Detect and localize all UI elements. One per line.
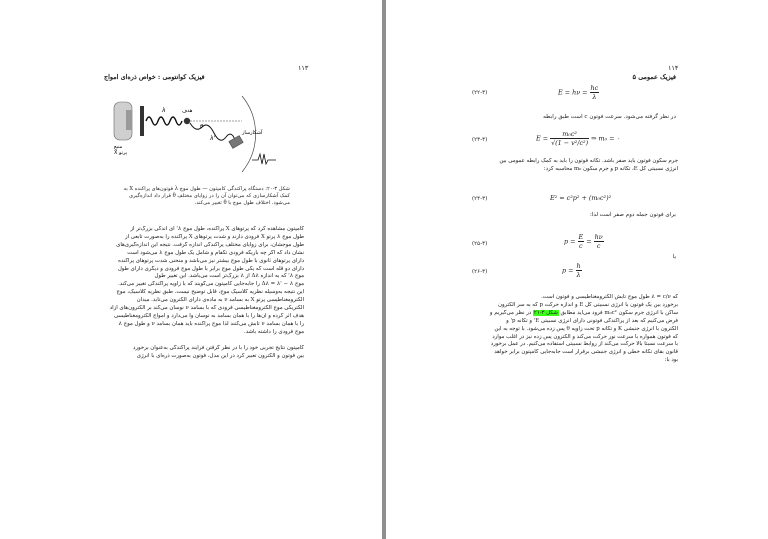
target-label: هدف [182, 108, 193, 114]
equation-22: E = hν = $\frac{hc}{\lambda}$ [558, 84, 599, 101]
equation-number: (۲۵-۳) [472, 241, 488, 247]
source2-label: X پرتو [114, 150, 128, 156]
text-line: جرم سکون فوتون باید صفر باشد. تکانه فوتون را باید به کمک رابطه عمومی بین [499, 158, 678, 164]
detector-icon [229, 136, 243, 149]
text-line: الکترومغناطیسی پرتو X به بسامد ν به ماده‌ی دارای الکترون می‌تابد. میدان [136, 297, 304, 304]
detector-label: آشکارساز [242, 130, 263, 136]
caption-line: کمک آشکارسازی که می‌توان آن را در زوایای مختلف θ قرار داد اندازه‌گیری [129, 193, 290, 199]
target-icon [184, 118, 190, 124]
text-line: الکتریکی موج الکترومغناطیسی فرودی که با بسامد ν نوسان می‌کند بر الکترون‌های آزاد [109, 305, 304, 312]
theta-label: θ [200, 124, 204, 130]
text-line: دارای دو قله است که یکی طول موج برابر با طول موج فرودی و دیگری دارای طول [117, 265, 304, 272]
equation-number: (۲۲-۳) [472, 90, 488, 96]
text-line: نشان داد که اگر چه باریکه فرودی تکفام و شامل یک طول موج λ می‌شود است [127, 249, 304, 256]
page-number: ۱۱۴ [668, 64, 679, 72]
output-waveform [252, 154, 276, 164]
text-line: را با همان بسامد ν تابش می‌کنند لذا موج پراکنده باید همان بسامد ν و طول موج λ [118, 320, 304, 327]
text-line: دارای پرتوهای ثانوی با طول موج بیشتر نیز می‌باشد و منحنی شدت پرتوهای پراکنده [118, 257, 304, 264]
collimator [140, 106, 144, 136]
text-line: یا [672, 254, 676, 260]
text-line: بود با: [664, 357, 678, 364]
source-window [126, 110, 132, 130]
equation-number: (۲۶-۳) [472, 269, 488, 275]
text-line: برخورد بین یک فوتون با انرژی نسبیتی کل E و اندازه حرکت p که به سر الکترون [498, 301, 678, 308]
equation-number: (۲۳-۳) [472, 137, 488, 143]
text-line: کامپتون نتایج تجربی خود را با در نظر گرفتن فرآیند پراکندگی به‌عنوان برخورد [133, 345, 304, 351]
equation-number: (۲۴-۳) [472, 196, 488, 202]
caption-line: می‌شود. اختلاف طول موج با θ تغییر می‌کند. [194, 200, 290, 206]
text-line: کامپتون مشاهده کرد که پرتوهای X پراکنده، طول موج λ' ای اندکی بزرگ‌تر از [130, 226, 304, 232]
highlighted-reference: شکل ۳-۲۱ [533, 309, 558, 316]
text-line: موج فرودی را داشته باشد. [243, 328, 304, 335]
text-line: با سرعت نسبتاً بالا حرکت می‌کند از روابط نسبیتی استفاده می‌کنیم. در عمل برخورد [490, 341, 678, 348]
page-header: فیزیک عمومی ۵ [632, 73, 676, 81]
compton-figure [92, 90, 292, 182]
text-line: بین فوتون و الکترون تعبیر کرد در این مدل، فوتون به‌صورت ذره‌ای با انرژی [136, 352, 304, 359]
text-line: هدف اثر کرده و آن‌ها را با همان بسامد به نوسان وا می‌دارد و امواج الکترومغناطیسی [114, 312, 304, 319]
text-line: الکترون با انرژی جنبشی K و تکانه p تحت زاویه θ پس زده می‌شود. با توجه به این [494, 325, 678, 332]
lambda-prime-label: λ' [210, 135, 216, 142]
page-header: فیزیک کوانتومی : خواص ذره‌ای امواج [104, 73, 205, 81]
text-line: طول موج λ پرتو X فرودی دارند و شدت پرتوهای X پراکنده را به‌صورت تابعی از [124, 233, 304, 240]
text-line: موج Δλ = λ' − λ را جابه‌جایی کامپتون می‌گویند که با زاویه پراکندگی تغییر می‌کند. [118, 281, 304, 288]
equation-23: E = $\frac{\text{m₀c²}}{\text{√(1 − v²/c²)}}$ ⇒ m₀ = ۰ [536, 130, 620, 147]
text-after-eq23 [476, 158, 678, 174]
body-paragraph-1 [104, 226, 304, 337]
text-line: فرض می‌کنیم که بعد از پراکندگی فوتونی دارای انرژی نسبیتی E' و تکانه p' و [506, 317, 678, 324]
equation-24: E² = c²p² + (m₀c²)² [550, 194, 612, 202]
text-line: قانون بقای تکانه خطی و انرژی جنبشی برقرار است جابه‌جایی کامپتون برابر خواهد [494, 349, 678, 356]
source-label: منبع [114, 144, 123, 150]
incident-wave [146, 117, 182, 125]
equation-25: p = $\frac{E}{c}$ = $\frac{h\nu}{c}$ [564, 233, 603, 250]
figure-caption [110, 186, 290, 207]
text-line: طول موجشان، برای زوایای مختلف پراکندگی اندازه گرفت. نتیجه این اندازه‌گیری‌های [116, 241, 304, 248]
lambda-label: λ [162, 107, 166, 114]
text-line: برای فوتون جمله دوم صفر است لذا: [589, 212, 676, 218]
caption-line: شکل ۳-۲۰: دستگاه پراکندگی کامپتون — طول موج λ فوتون‌های پراکنده X به [123, 186, 290, 192]
text-line: که فوتون همواره با سرعت نور حرکت می‌کند و الکترون پس زده نیز در اغلب موارد [492, 333, 678, 340]
text-line: ساکن با انرژی جرم سکون m₀c² فرود می‌آید مطابق شکل ۳-۲۱ در نظر می‌گیریم و [489, 309, 678, 316]
body-paragraph-2 [104, 345, 304, 361]
text-line: انرژی نسبیتی کل E، تکانه p و جرم سکون m₀ محاسبه کرد: [543, 165, 678, 172]
equation-26: p = $\frac{h}{\lambda}$ [562, 262, 581, 279]
page-number: ۱۱۳ [298, 64, 309, 72]
left-page [0, 0, 382, 539]
body-paragraph [476, 294, 678, 365]
text-line: این نتیجه به‌وسیله نظریه کلاسیک موج، قابل توضیح نیست. طبق نظریه کلاسیک، موج [116, 289, 304, 296]
text-line: در نظر گرفته می‌شود. سرعت فوتون c است طبق رابطه [543, 114, 676, 120]
right-page [386, 0, 768, 539]
text-line: که λ = c/ν طول موج تابش الکترومغناطیسی و فوتون است. [541, 294, 678, 300]
text-line: موج λ' که به اندازه Δλ از λ بزرگ‌تر است می‌باشد. این تغییر طول [154, 273, 304, 280]
